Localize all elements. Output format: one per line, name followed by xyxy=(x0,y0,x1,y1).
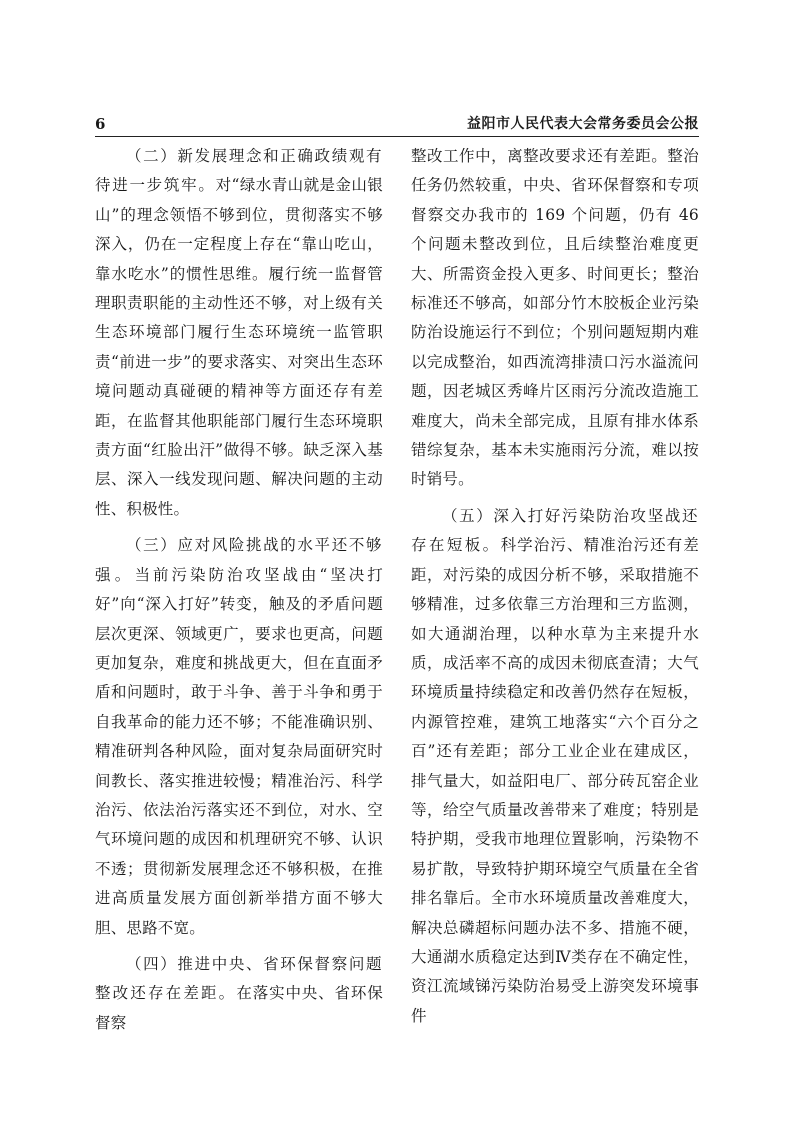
section-heading-2: （二）新发展理念和正确政绩观有待进一步筑牢。 xyxy=(95,147,383,195)
section-body-3: 当前污染防治攻坚战由“坚决打好”向“深入打好”转变，触及的矛盾问题层次更深、领域更广，要求也更高，问题更加复杂，难度和挑战更大，但在直面矛盾和问题时，敢于斗争、善于斗争和勇于自我革命的能力还不够；不能准确识别、精准研判各种风险，面对复杂局面研究时间教长、落实推进较慢；精准治污、科学治污、依法治污落实还不到位，对水、空气环境问题的成因和机理研究不够、认识不透；贯彻新发展理念还不够积极，在推进高质量发展方面创新举措方面不够大胆、思路不宽。 xyxy=(95,565,383,937)
paragraph-section-4 xyxy=(95,950,383,1038)
page-number: 6 xyxy=(95,115,106,133)
paragraph-section-3 xyxy=(95,531,383,943)
page-header xyxy=(95,114,699,134)
section-heading-3: （三）应对风险挑战的水平还不够强。 xyxy=(95,536,383,584)
paragraph-section-4-continued xyxy=(411,142,699,495)
journal-title: 益阳市人民代表大会常务委员会公报 xyxy=(467,116,699,132)
paragraph-section-2 xyxy=(95,142,383,524)
left-column xyxy=(95,142,383,1045)
section-heading-5: （五）深入打好污染防治攻坚战还存在短板。 xyxy=(411,506,699,555)
section-body-4-start: 在落实中央、省环保督察 xyxy=(95,984,383,1032)
section-body-4-cont: 整改工作中，离整改要求还有差距。整治任务仍然较重，中央、省环保督察和专项督察交办我市的 169 个问题，仍有 46 个问题未整改到位，且后续整治难度更大、所需资金投入更多、时间更长；整治标准还不够高，如部分竹木胶板企业污染防治设施运行不到位；个别问题短期内难以完成整治，如西流湾排渍口污水溢流问题，因老城区秀峰片区雨污分流改造施工难度大，尚未全部完成，且原有排水体系错综复杂，基本未实施雨污分流，难以按时销号。 xyxy=(411,147,699,489)
header-divider xyxy=(95,136,699,137)
paragraph-section-5 xyxy=(411,502,699,1031)
section-heading-4: （四）推进中央、省环保督察问题整改还存在差距。 xyxy=(95,954,383,1003)
right-column xyxy=(411,142,699,1038)
section-body-5: 科学治污、精准治污还有差距，对污染的成因分析不够，采取措施不够精准，过多依靠三方治理和三方监测，如大通湖治理，以种水草为主来提升水质，成活率不高的成因未彻底查清；大气环境质量持续稳定和改善仍然存在短板，内源管控难，建筑工地落实“六个百分之百”还有差距；部分工业企业在建成区，排气量大，如益阳电厂、部分砖瓦窑企业等，给空气质量改善带来了难度；特别是特护期，受我市地理位置影响，污染物不易扩散，导致特护期环境空气质量在全省排名靠后。全市水环境质量改善难度大，解决总磷超标问题办法不多、措施不硬，大通湖水质稳定达到Ⅳ类存在不确定性，资江流域锑污染防治易受上游突发环境事件 xyxy=(411,536,699,1025)
section-body-2: 对“绿水青山就是金山银山”的理念领悟不够到位，贯彻落实不够深入，仍在一定程度上存在“靠山吃山，靠水吃水”的惯性思维。履行统一监督管理职责职能的主动性还不够，对上级有关生态环境部门履行生态环境统一监管职责“前进一步”的要求落实、对突出生态环境问题动真碰硬的精神等方面还存有差距，在监督其他职能部门履行生态环境职责方面“红脸出汗”做得不够。缺乏深入基层、深入一线发现问题、解决问题的主动性、积极性。 xyxy=(95,176,383,518)
